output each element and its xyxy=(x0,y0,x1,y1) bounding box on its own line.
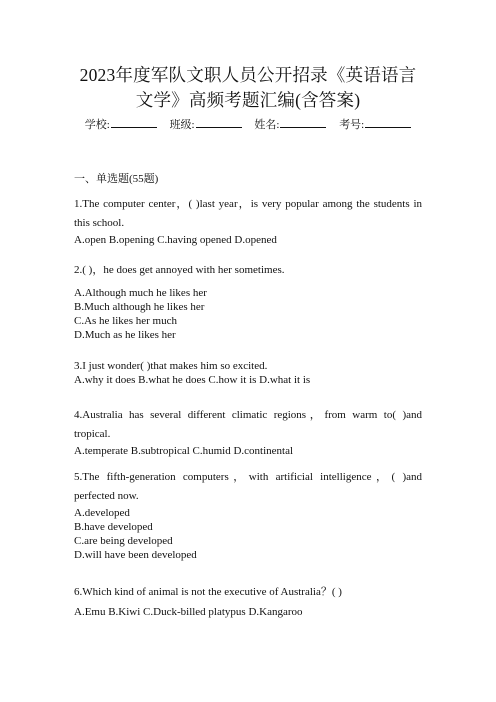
question-options: A.why it does B.what he does C.how it is D.what it is xyxy=(74,374,311,386)
question-options: A.open B.opening C.having opened D.opened xyxy=(74,234,277,246)
student-info-line xyxy=(0,118,496,132)
question-6 xyxy=(74,585,422,619)
question-options: A.temperate B.subtropical C.humid D.continental xyxy=(74,445,294,457)
question-4 xyxy=(74,406,422,458)
number-label: 考号: xyxy=(339,119,365,131)
title-line-1: 2023年度军队文职人员公开招录《英语语言 xyxy=(79,65,417,85)
option-d: D.will have been developed xyxy=(74,549,197,561)
question-stem: 4.Australia has several different climatic regions，from warm to( )and tropical. xyxy=(74,409,422,440)
name-field xyxy=(254,119,326,131)
option-c: C.are being developed xyxy=(74,535,173,547)
question-5 xyxy=(74,468,422,562)
option-b: B.have developed xyxy=(74,521,153,533)
question-stem: 1.The computer center，( )last year，is very popular among the students in this school. xyxy=(74,198,422,229)
option-a: A.Although much he likes her xyxy=(74,287,207,299)
option-c: C.As he likes her much xyxy=(74,315,177,327)
question-stem: 5.The fifth-generation computers，with artificial intelligence，( )and perfected now. xyxy=(74,471,422,502)
class-blank xyxy=(196,118,242,128)
number-field xyxy=(339,119,411,131)
question-stem: 2.( )，he does get annoyed with her sometimes. xyxy=(74,264,285,276)
school-label: 学校: xyxy=(84,119,110,131)
document-title xyxy=(60,63,436,113)
section-heading: 一、单选题(55题) xyxy=(74,173,159,185)
option-d: D.Much as he likes her xyxy=(74,329,176,341)
question-1 xyxy=(74,195,422,247)
option-a: A.developed xyxy=(74,507,130,519)
question-2 xyxy=(74,263,422,342)
school-blank xyxy=(111,118,157,128)
name-label: 姓名: xyxy=(254,119,280,131)
name-blank xyxy=(280,118,326,128)
class-label: 班级: xyxy=(169,119,195,131)
question-3 xyxy=(74,359,422,387)
school-field xyxy=(85,119,157,131)
question-options: A.Emu B.Kiwi C.Duck-billed platypus D.Kangaroo xyxy=(74,606,303,618)
question-stem: 6.Which kind of animal is not the executive of Australia？( ) xyxy=(74,586,342,598)
title-line-2: 文学》高频考题汇编(含答案) xyxy=(135,90,361,110)
class-field xyxy=(170,119,242,131)
question-stem: 3.I just wonder( )that makes him so excited. xyxy=(74,360,268,372)
option-b: B.Much although he likes her xyxy=(74,301,205,313)
number-blank xyxy=(365,118,411,128)
